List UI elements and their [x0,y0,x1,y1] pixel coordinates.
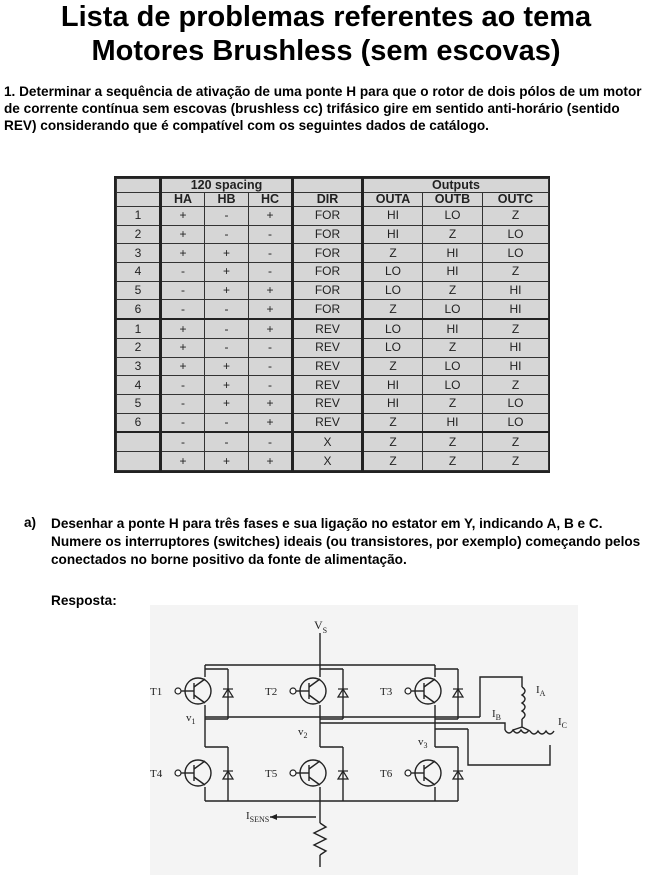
circuit-diagram [150,605,578,875]
table-cell: FOR [293,244,363,263]
table-cell: FOR [293,225,363,244]
table-cell: HI [363,376,423,395]
table-cell: + [205,394,249,413]
table-cell: LO [483,394,549,413]
table-cell: REV [293,394,363,413]
table-cell: Z [363,432,423,451]
table-cell [117,432,161,451]
page-title [0,0,652,68]
table-cell: Z [363,244,423,263]
table-row [117,319,549,338]
table-row [117,338,549,357]
table-cell: LO [423,207,483,226]
table-row [117,432,549,451]
table-cell: FOR [293,281,363,300]
table-cell: - [249,262,293,281]
table-cell: Z [363,357,423,376]
current-label-ia: $I_A$ [536,684,546,698]
table-cell: Z [363,413,423,432]
table-cell: + [161,357,205,376]
table-cell: LO [363,262,423,281]
question-a-letter: a) [24,515,37,530]
table-cell: + [249,319,293,338]
table-cell: - [161,413,205,432]
table-cell: 6 [117,300,161,319]
table-cell: HI [363,225,423,244]
table-row [117,244,549,263]
current-label-ic: $I_C$ [558,716,568,730]
table-cell: FOR [293,207,363,226]
table-cell: - [205,225,249,244]
column-header: OUTB [423,193,483,207]
group-header-spacing: 120 spacing [161,179,293,193]
table-cell: - [161,394,205,413]
table-cell: Z [423,394,483,413]
three-phase-bridge-circuit [150,605,578,875]
table-cell: LO [423,376,483,395]
table-cell: LO [363,338,423,357]
table-cell: Z [483,207,549,226]
table-cell: + [161,225,205,244]
column-header: OUTC [483,193,549,207]
table-row [117,225,549,244]
sense-current-label: $I_{SENS}$ [246,810,270,824]
table-cell: HI [363,394,423,413]
table-cell: 2 [117,338,161,357]
table-cell: REV [293,357,363,376]
column-header: HB [205,193,249,207]
title-line-1: Lista de problemas referentes ao tema [60,1,592,33]
table-cell: HI [483,281,549,300]
table-cell: - [161,262,205,281]
commutation-table-image [114,176,550,473]
table-cell: - [249,225,293,244]
table-cell: + [205,452,249,471]
supply-label: $V_S$ [314,618,328,635]
table-cell: Z [423,338,483,357]
table-cell: 1 [117,207,161,226]
table-cell: Z [363,452,423,471]
table-cell: - [161,376,205,395]
table-cell: - [249,432,293,451]
table-cell: + [161,338,205,357]
column-header: OUTA [363,193,423,207]
table-cell: - [249,376,293,395]
table-cell: LO [423,357,483,376]
table-row [117,300,549,319]
group-header-outputs: Outputs [363,179,549,193]
transistor-label-t6: T6 [380,768,393,780]
question-1-text: 1. Determinar a sequência de ativação de uma ponte H para que o rotor de dois pólos de um motor de corrente contínua sem escovas (brushless cc) trifásico gire em sentido anti-horário (sentido REV) considerando que é compatível com os seguintes dados de catálogo. [4,84,642,133]
transistor-label-t1: T1 [150,686,163,698]
node-label-v2: $v_2$ [298,726,308,740]
table-row [117,357,549,376]
table-cell: - [205,319,249,338]
table-cell: 4 [117,262,161,281]
table-cell: Z [483,376,549,395]
table-cell: HI [423,413,483,432]
table-cell: LO [483,413,549,432]
transistor-label-t5: T5 [265,768,278,780]
table-row [117,394,549,413]
column-header: HA [161,193,205,207]
table-cell: - [161,300,205,319]
answer-label: Resposta: [51,593,117,608]
table-cell: + [161,319,205,338]
table-cell: X [293,432,363,451]
table-row [117,262,549,281]
node-label-v1: $v_1$ [186,712,196,726]
table-cell: HI [423,262,483,281]
table-cell: 2 [117,225,161,244]
table-cell: 3 [117,244,161,263]
table-cell: + [205,262,249,281]
table-cell: 5 [117,281,161,300]
table-cell: + [161,244,205,263]
table-cell: - [205,432,249,451]
table-cell: Z [483,432,549,451]
table-cell: 4 [117,376,161,395]
table-cell: Z [423,452,483,471]
table-cell: + [249,394,293,413]
table-cell: 5 [117,394,161,413]
column-header: HC [249,193,293,207]
transistor-label-t3: T3 [380,686,393,698]
table-row [117,413,549,432]
table-cell: HI [483,338,549,357]
table-cell: 6 [117,413,161,432]
table-cell: + [249,300,293,319]
node-label-v3: $v_3$ [418,736,428,750]
table-row [117,376,549,395]
table-cell [117,452,161,471]
transistor-label-t4: T4 [150,768,163,780]
table-cell: - [249,338,293,357]
table-cell: Z [423,432,483,451]
table-cell: + [205,281,249,300]
table-cell: - [249,244,293,263]
transistor-label-t2: T2 [265,686,278,698]
table-cell: LO [423,300,483,319]
commutation-table [116,178,549,471]
table-cell: REV [293,376,363,395]
table-cell: FOR [293,300,363,319]
table-cell: Z [483,452,549,471]
table-cell: 3 [117,357,161,376]
table-cell: + [205,357,249,376]
table-cell: REV [293,338,363,357]
table-cell: Z [363,300,423,319]
current-label-ib: $I_B$ [492,708,502,722]
table-cell: LO [483,244,549,263]
table-cell: FOR [293,262,363,281]
table-row [117,452,549,471]
table-cell: REV [293,319,363,338]
table-cell: HI [483,357,549,376]
table-cell: Z [423,225,483,244]
table-cell: Z [483,319,549,338]
table-cell: + [249,207,293,226]
title-line-2: Motores Brushless (sem escovas) [91,35,561,67]
table-cell: LO [363,319,423,338]
table-cell: 1 [117,319,161,338]
table-cell: HI [483,300,549,319]
column-header: DIR [293,193,363,207]
table-cell: - [249,357,293,376]
table-cell: + [205,244,249,263]
column-header-row [117,193,549,207]
table-cell: Z [423,281,483,300]
table-cell: - [161,281,205,300]
table-cell: - [205,413,249,432]
table-cell: - [205,207,249,226]
table-cell: HI [363,207,423,226]
table-cell: + [161,452,205,471]
table-cell: + [249,413,293,432]
table-cell: - [205,300,249,319]
question-a-text: Desenhar a ponte H para três fases e sua ligação no estator em Y, indicando A, B e C. Numere os interruptores (switches) ideais (ou transistores, por exemplo) começando pelos conectados no borne positivo da fonte de alimentação. [51,516,641,567]
table-cell: HI [423,244,483,263]
table-cell: X [293,452,363,471]
table-cell: + [161,207,205,226]
table-cell: + [249,281,293,300]
table-row [117,207,549,226]
table-cell: REV [293,413,363,432]
table-cell: LO [363,281,423,300]
table-cell: - [161,432,205,451]
table-cell: LO [483,225,549,244]
table-cell: Z [483,262,549,281]
table-cell: - [205,338,249,357]
table-cell: + [249,452,293,471]
table-row [117,281,549,300]
table-cell: + [205,376,249,395]
table-cell: HI [423,319,483,338]
